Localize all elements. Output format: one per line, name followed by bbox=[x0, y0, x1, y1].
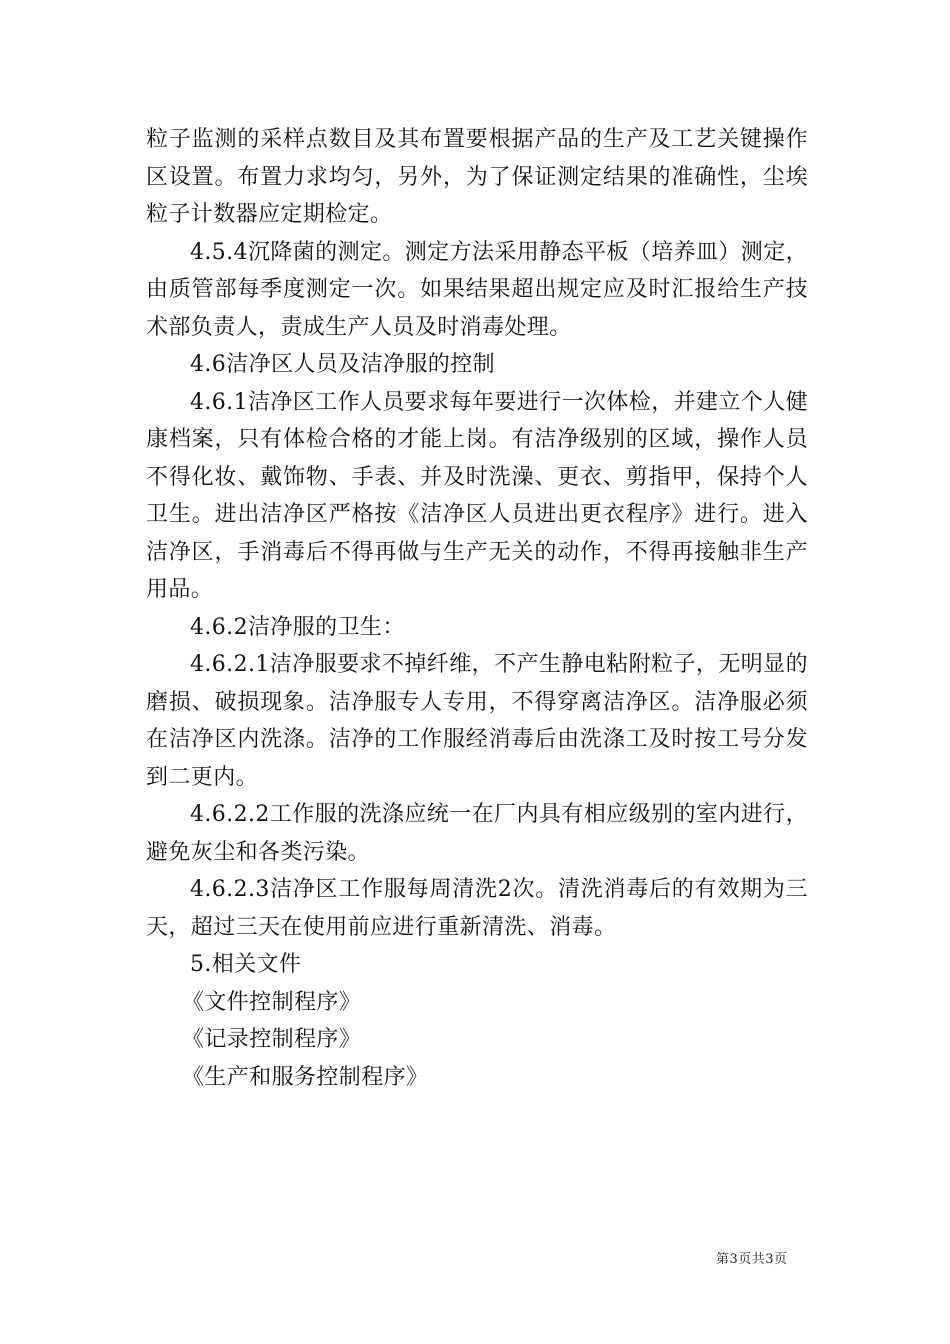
paragraph-4-6-2-3-cleaning: 4.6.2.3洁净区工作服每周清洗2次。清洗消毒后的有效期为三天，超过三天在使用前应进行重新清洗、消毒。 bbox=[146, 877, 808, 940]
heading-4-6-personnel-control: 4.6洁净区人员及洁净服的控制 bbox=[190, 352, 495, 377]
heading-4-6-2-garment-hygiene: 4.6.2洁净服的卫生： bbox=[190, 614, 405, 640]
paragraph-4-6-1-personnel: 4.6.1洁净区工作人员要求每年要进行一次体检，并建立个人健康档案，只有体检合格的才能上岗。有洁净级别的区域，操作人员不得化妆、戴饰物、手表、并及时洗澡、更衣、剪指甲，保持个人卫生。进出洁净区严格按《洁净区人员进出更衣程序》进行。进入洁净区，手消毒后不得再做与生产无关的动作，不得再接触非生产用品。 bbox=[146, 389, 808, 602]
reference-production-service-control: 《生产和服务控制程序》 bbox=[182, 1064, 429, 1090]
paragraph-4-6-2-1-garment: 4.6.2.1洁净服要求不掉纤维，不产生静电粘附粒子，无明显的磨损、破损现象。洁净服专人专用，不得穿离洁净区。洁净服必须在洁净区内洗涤。洁净的工作服经消毒后由洗涤工及时按工号分发到二更内。 bbox=[146, 652, 808, 790]
paragraph-particle-monitoring: 粒子监测的采样点数目及其布置要根据产品的生产及工艺关键操作区设置。布置力求均匀，另外，为了保证测定结果的准确性，尘埃粒子计数器应定期检定。 bbox=[146, 127, 808, 227]
page-number-footer: 第3页共3页 bbox=[716, 1252, 788, 1267]
paragraph-4-6-2-2-washing: 4.6.2.2工作服的洗涤应统一在厂内具有相应级别的室内进行，避免灰尘和各类污染。 bbox=[146, 802, 808, 865]
heading-5-related-documents: 5.相关文件 bbox=[190, 952, 302, 977]
reference-record-control: 《记录控制程序》 bbox=[182, 1027, 362, 1052]
reference-document-control: 《文件控制程序》 bbox=[182, 989, 362, 1015]
paragraph-4-5-4-settling-bacteria: 4.5.4沉降菌的测定。测定方法采用静态平板（培养皿）测定，由质管部每季度测定一次。如果结果超出规定应及时汇报给生产技术部负责人，责成生产人员及时消毒处理。 bbox=[146, 239, 808, 340]
document-body bbox=[146, 121, 808, 1096]
